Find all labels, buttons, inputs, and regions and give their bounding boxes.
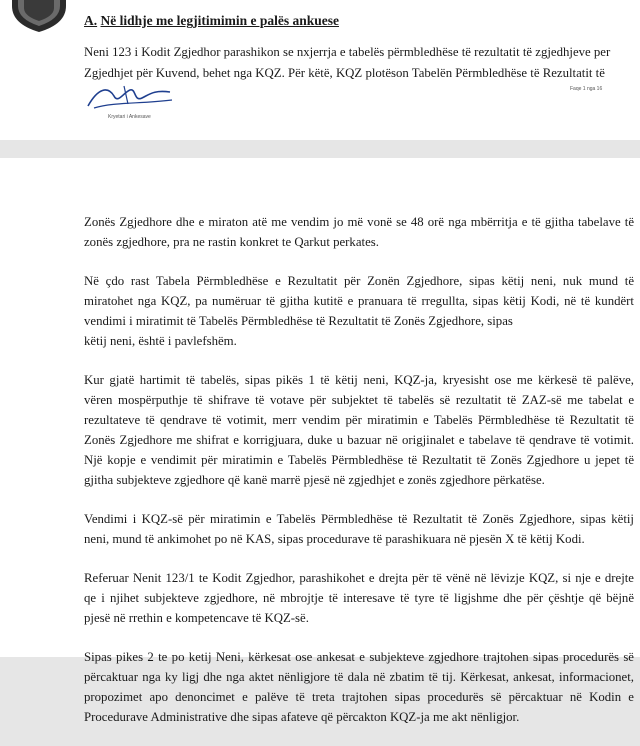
top-paragraph [84,42,636,84]
page-gap [0,140,640,158]
page-number: Faqe 1 nga 16 [570,86,603,92]
text-line: Referuar Nenit 123/1 te Kodit Zgjedhor, parashikohet e drejta për të vënë në lëvizje KQZ, si nje e drejte [84,571,634,585]
paragraph [84,271,634,351]
text-line: qe i njihet subjekteve zgjedhore, në mbrojtje të interesave të tyre të ligjshme dhe për çështje që bëjnë [84,591,634,605]
text-line: Një kopje e vendimit për miratimin e Tabelës Përmbledhëse të Rezultatit të Zonës Zgjedhore u jepet të [84,453,634,467]
body-text [84,212,634,746]
official-seal-icon [8,0,70,32]
text-line: Sipas pikes 2 te po ketij Neni, kërkesat ose ankesat e subjekteve zgjedhore trajtohen sipas procedurës së [84,650,634,664]
text-line: Kur gjatë hartimit të tabelës, sipas pikës 1 të këtij neni, KQZ-ja, kryesisht ose me kërkesë të palëve, [84,373,634,387]
text-line: neni, mund të ankimohet po në KAS, sipas procedurave të parashikuara në pjesën X të këtij Kodi. [84,532,585,546]
paragraph [84,370,634,490]
previous-page-fragment [0,0,640,140]
text-line: vëren mospërputhje të shifrave të votave për subjektet të tabelës së rezultatit të ZAZ-së me tabelat e [84,393,634,407]
text-line: përcaktuar nga ky ligj dhe nga aktet nënligjore të dala në zbatim të tij. Kërkesat, ankesat, informacionet, [84,670,634,684]
text-line: Neni 123 i Kodit Zgjedhor parashikon se nxjerrja e tabelës përmbledhëse të rezultatit të zgjedhjeve per [84,45,611,59]
text-line: Zonës Zgjedhore dhe e miraton atë me vendim jo më vonë se 48 orë nga mbërritja e të gjitha tabelave të [84,215,634,229]
text-line: Në çdo rast Tabela Përmbledhëse e Rezultatit për Zonën Zgjedhore, sipas këtij neni, nuk mund të [84,274,634,288]
text-line: gjitha subjekteve zgjedhore që kanë marrë pjesë në zgjedhjet e zonës zgjedhore përkatëse. [84,473,545,487]
paragraph [84,509,634,549]
text-line: rezultateve të qendrave të votimit, merr vendim për miratimin e Tabelës Përmbledhëse të Rezultatit të [84,413,634,427]
text-line: pjesë në rrethin e kompetencave të KQZ-së. [84,611,309,625]
text-line: Procedurave Administrative dhe sipas afateve që përcakton KQZ-ja me akt nënligjor. [84,710,520,724]
signature-icon [84,82,176,112]
paragraph [84,212,634,252]
document-page [0,158,640,724]
text-line: vendimi i miratimit të Tabelës Përmbledhëse të Rezultatit të Zonës Zgjedhore, sipas [84,314,513,328]
section-heading-text: Në lidhje me legjitimimin e palës ankuese [100,13,339,28]
text-line: miratohet nga KQZ, pa numëruar të gjitha kutitë e pranuara të rregullta, sipas këtij Kodi, në të kundërt [84,294,634,308]
text-line: propozimet apo denoncimet e palëve të treta trajtohen sipas procedurës së përcaktuar në Kodin e [84,690,634,704]
text-line: Zgjedhjet për Kuvend, behet nga KQZ. Për këtë, KQZ plotëson Tabelën Përmbledhëse të Rezultatit të [84,66,605,80]
paragraph [84,647,634,727]
text-line: Vendimi i KQZ-së për miratimin e Tabelës Përmbledhëse të Rezultatit të Zonës Zgjedhore, sipas këtij [84,512,634,526]
text-line: zonës zgjedhore, pra ne rastin konkret te Qarkut perkates. [84,235,379,249]
text-line: Zonës Zgjedhore me shifrat e korrigjuara, duke u bazuar në origjinalet e tabelave të qendrave të votimit. [84,433,634,447]
section-heading-label: A. [84,13,98,28]
paragraph [84,568,634,628]
section-heading [84,13,339,29]
signature-caption: Kryetari i Ankesave [108,114,151,120]
text-line: këtij neni, është i pavlefshëm. [84,334,237,348]
